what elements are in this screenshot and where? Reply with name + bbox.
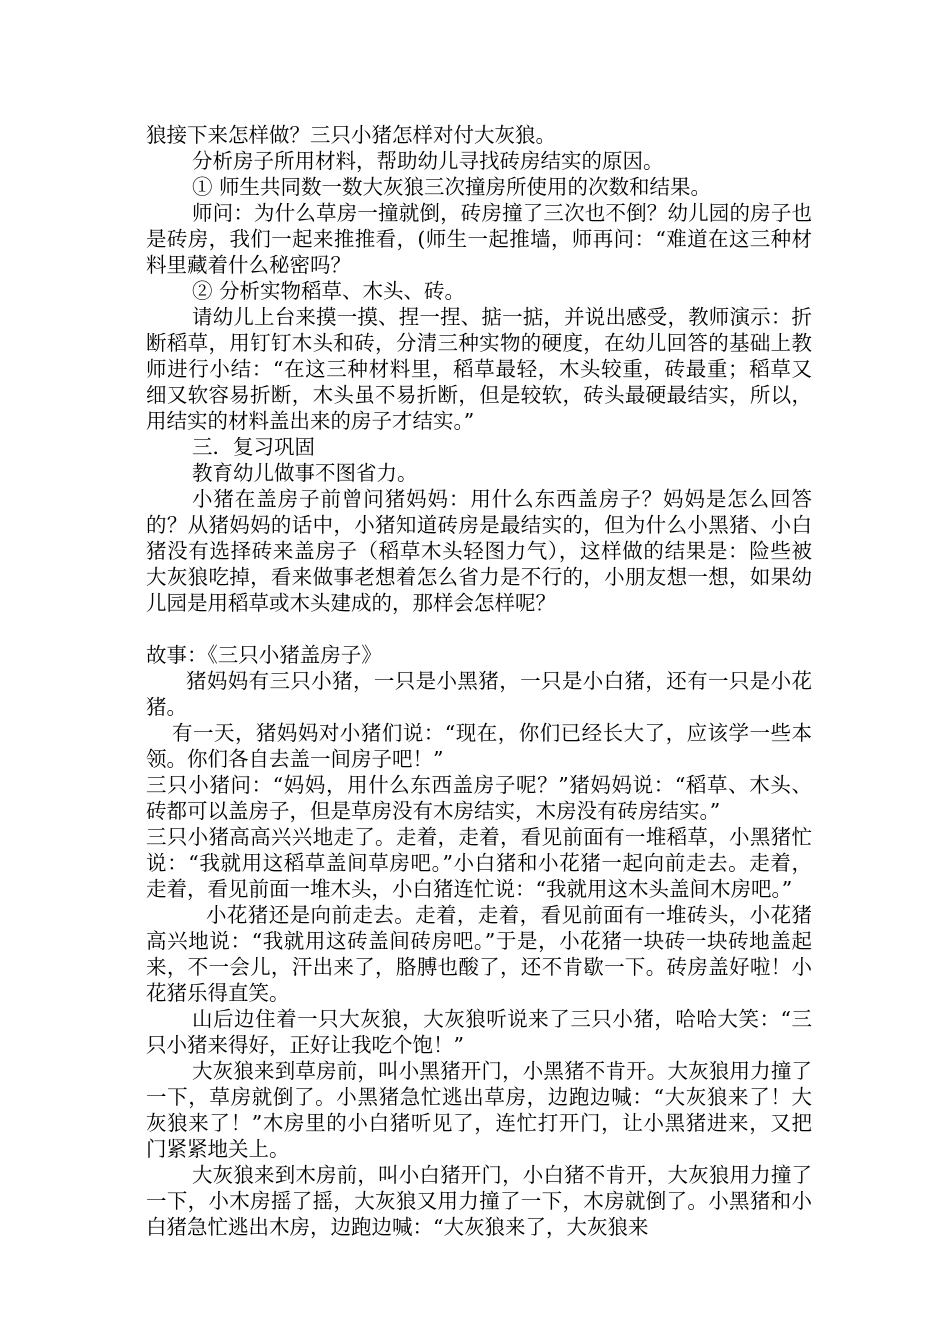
paragraph-5: ② 分析实物稻草、木头、砖。 — [192, 279, 466, 303]
story-paragraph-3: 三只小猪问：“妈妈，用什么东西盖房子呢？”猪妈妈说：“稻草、木头、砖都可以盖房子，但是草房没有木房结实，木房没有砖房结实。” — [146, 773, 812, 823]
paragraph-1: 狼接下来怎样做？三只小猪怎样对付大灰狼。 — [146, 123, 556, 147]
story-paragraph-1: 猪妈妈有三只小猪，一只是小黑猪，一只是小白猪，还有一只是小花猪。 — [146, 669, 812, 719]
story-paragraph-4: 三只小猪高高兴兴地走了。走着，走着，看见前面有一堆稻草，小黑猪忙说：“我就用这稻草盖间草房吧。”小白猪和小花猪一起向前走去。走着，走着，看见前面一堆木头，小白猪连忙说：“我就用这木头盖间木房吧。” — [146, 825, 812, 901]
paragraph-6: 请幼儿上台来摸一摸、捏一捏、掂一掂，并说出感受，教师演示：折断稻草，用钉钉木头和砖，分清三种实物的硬度，在幼儿回答的基础上教师进行小结：“在这三种材料里，稻草最轻，木头较重，砖最重；稻草又细又软容易折断，木头虽不易折断，但是较软，砖头最硬最结实，所以，用结实的材料盖出来的房子才结实。” — [146, 305, 812, 433]
story-paragraph-6: 山后边住着一只大灰狼，大灰狼听说来了三只小猪，哈哈大笑：“三只小猪来得好，正好让我吃个饱！” — [146, 1007, 812, 1057]
paragraph-3: ① 师生共同数一数大灰狼三次撞房所使用的次数和结果。 — [192, 175, 712, 199]
section-heading-review: 三．复习巩固 — [192, 435, 315, 459]
blank-line — [146, 616, 812, 642]
paragraph-7: 教育幼儿做事不图省力。 — [192, 461, 418, 485]
document-body — [146, 122, 812, 1240]
story-paragraph-8: 大灰狼来到木房前，叫小白猪开门，小白猪不肯开，大灰狼用力撞了一下，小木房摇了摇，大灰狼又用力撞了一下，木房就倒了。小黑猪和小白猪急忙逃出木房，边跑边喊：“大灰狼来了，大灰狼来 — [146, 1163, 812, 1239]
story-paragraph-2: 有一天，猪妈妈对小猪们说：“现在，你们已经长大了，应该学一些本领。你们各自去盖一间房子吧！” — [146, 721, 812, 771]
paragraph-8: 小猪在盖房子前曾问猪妈妈：用什么东西盖房子？妈妈是怎么回答的？从猪妈妈的话中，小猪知道砖房是最结实的，但为什么小黑猪、小白猪没有选择砖来盖房子（稻草木头轻图力气），这样做的结果是：险些被大灰狼吃掉，看来做事老想着怎么省力是不行的，小朋友想一想，如果幼儿园是用稻草或木头建成的，那样会怎样呢？ — [146, 487, 812, 615]
story-paragraph-7: 大灰狼来到草房前，叫小黑猪开门，小黑猪不肯开。大灰狼用力撞了一下，草房就倒了。小黑猪急忙逃出草房，边跑边喊：“大灰狼来了！大灰狼来了！”木房里的小白猪听见了，连忙打开门，让小黑猪进来，又把门紧紧地关上。 — [146, 1059, 812, 1161]
story-title: 故事：《三只小猪盖房子》 — [146, 643, 382, 667]
paragraph-2: 分析房子所用材料，帮助幼儿寻找砖房结实的原因。 — [192, 149, 664, 173]
paragraph-4: 师问：为什么草房一撞就倒，砖房撞了三次也不倒？幼儿园的房子也是砖房，我们一起来推推看，(师生一起推墙，师再问：“难道在这三种材料里藏着什么秘密吗？ — [146, 201, 812, 277]
story-paragraph-5: 小花猪还是向前走去。走着，走着，看见前面有一堆砖头，小花猪高兴地说：“我就用这砖盖间砖房吧。”于是，小花猪一块砖一块砖地盖起来，不一会儿，汗出来了，胳膊也酸了，还不肯歇一下。砖房盖好啦！小花猪乐得直笑。 — [146, 903, 812, 1005]
